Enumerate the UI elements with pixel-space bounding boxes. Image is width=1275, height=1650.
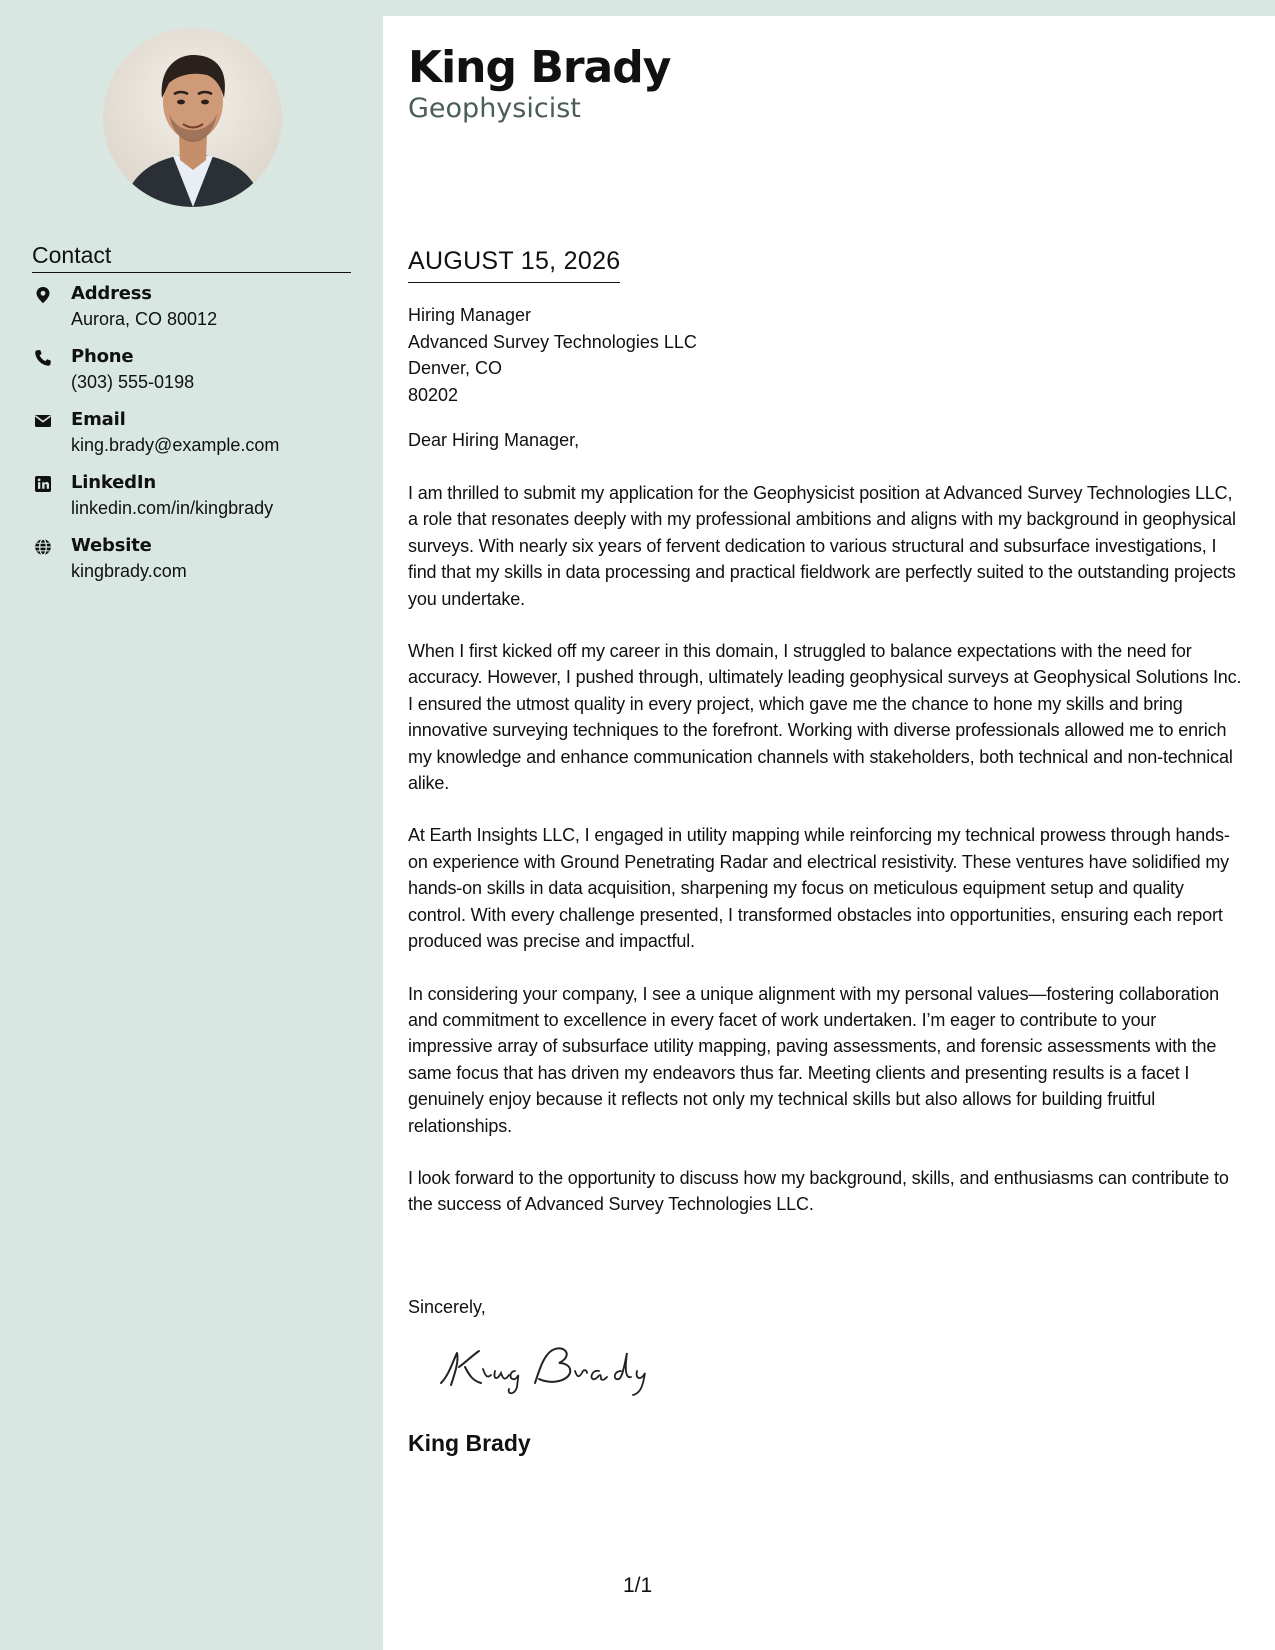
paragraph: I look forward to the opportunity to discuss how my background, skills, and enthusiasms can contribute to the success of Advanced Survey Technologies LLC. — [408, 1167, 1229, 1215]
map-pin-icon — [34, 286, 52, 304]
contact-label: Address — [71, 283, 152, 304]
recipient-line: 80202 — [408, 384, 459, 405]
paragraph: I am thrilled to submit my application for the Geophysicist position at Advanced Survey Technologies LLC, a role that resonates deeply with my professional ambitions and aligns with my background in geophysical surveys. With nearly six years of fervent dedication to various structural and subsurface investigations, I find that my skills in data processing and practical fieldwork are perfectly suited to the outstanding projects you undertake. — [408, 483, 1236, 609]
contact-item-linkedin — [32, 472, 362, 535]
applicant-name: King Brady — [408, 42, 671, 93]
contact-list — [32, 283, 362, 598]
globe-icon — [34, 538, 52, 556]
website-value[interactable]: kingbrady.com — [71, 561, 187, 581]
contact-item-address — [32, 283, 362, 346]
recipient-block — [408, 302, 697, 408]
phone-icon — [34, 349, 52, 367]
phone-value: (303) 555-0198 — [71, 372, 195, 392]
recipient-line: Denver, CO — [408, 358, 503, 378]
paragraph: When I first kicked off my career in this domain, I struggled to balance expectations with the need for accuracy. However, I pushed through, ultimately leading geophysical surveys at Geophysical Solutions Inc. I ensured the utmost quality in every project, which gave me the chance to hone my skills and bring innovative surveying techniques to the forefront. Working with diverse professionals allowed me to enrich my knowledge and enhance communication channels with stakeholders, both technical and non-technical alike. — [408, 641, 1242, 794]
address-value: Aurora, CO 80012 — [71, 309, 218, 329]
contact-label: Email — [71, 409, 126, 430]
recipient-line: Hiring Manager — [408, 305, 532, 325]
linkedin-value[interactable]: linkedin.com/in/kingbrady — [71, 498, 274, 518]
avatar — [103, 28, 282, 207]
envelope-icon — [34, 412, 52, 430]
letter-body — [383, 16, 1275, 1650]
sidebar — [0, 0, 383, 1650]
page-number: 1/1 — [623, 1574, 653, 1597]
email-value[interactable]: king.brady@example.com — [71, 435, 280, 455]
handwritten-signature — [435, 1331, 675, 1401]
profile-photo — [103, 28, 282, 207]
contact-item-phone — [32, 346, 362, 409]
paragraph: At Earth Insights LLC, I engaged in utility mapping while reinforcing my technical prowess through hands-on experience with Ground Penetrating Radar and electrical resistivity. These ventures have solidified my hands-on skills in data acquisition, sharpening my focus on meticulous equipment setup and quality control. With every challenge presented, I transformed obstacles into opportunities, ensuring each report produced was precise and impactful. — [408, 825, 1230, 952]
linkedin-icon — [34, 475, 52, 493]
contact-heading: Contact — [32, 240, 351, 273]
letter-paragraphs — [408, 480, 1243, 1244]
contact-label: LinkedIn — [71, 472, 156, 493]
recipient-line: Advanced Survey Technologies LLC — [408, 331, 697, 352]
contact-item-website — [32, 535, 362, 598]
signer-name: King Brady — [408, 1430, 531, 1456]
contact-label: Website — [71, 535, 152, 556]
contact-item-email — [32, 409, 362, 472]
paragraph: In considering your company, I see a unique alignment with my personal values—fostering collaboration and commitment to excellence in every facet of work undertaken. I’m eager to contribute to your impressive array of subsurface utility mapping, paving assessments, and forensic assessments with the same focus that has driven my endeavors thus far. Meeting clients and presenting results is a facet I genuinely enjoy because it reflects not only my technical skills but also allows for building fruitful relationships. — [408, 983, 1219, 1136]
salutation: Dear Hiring Manager, — [408, 430, 580, 450]
closing: Sincerely, — [408, 1297, 486, 1317]
job-title: Geophysicist — [408, 93, 581, 124]
contact-label: Phone — [71, 346, 134, 367]
letter-date: AUGUST 15, 2026 — [408, 244, 620, 283]
